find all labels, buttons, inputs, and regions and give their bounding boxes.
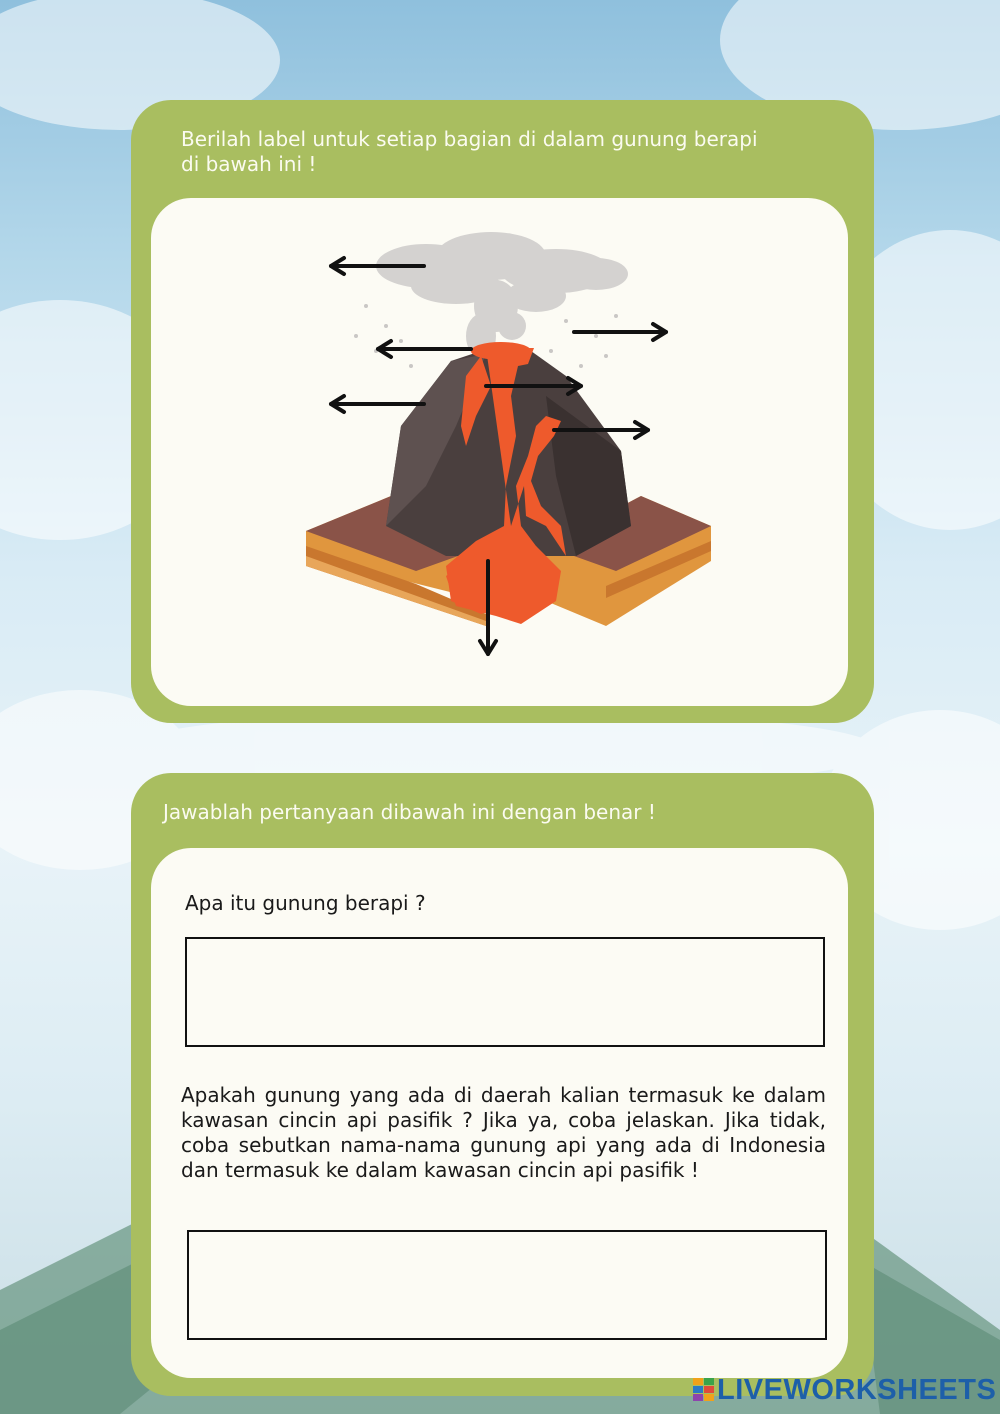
label-volcano-card [131, 100, 874, 723]
volcano-illustration [306, 226, 726, 666]
questions-card [131, 773, 874, 1396]
answer-1-input[interactable] [185, 937, 825, 1047]
question-2: Apakah gunung yang ada di daerah kalian termasuk ke dalam kawasan cincin api pasifik ? Jika ya, coba jelaskan. Jika tidak, coba sebutkan nama-nama gunung api yang ada di Indonesia dan termasuk ke dalam kawasan cincin api pasifik ! [181, 1083, 826, 1182]
brand-name: LIVEWORKSHEETS [717, 1373, 997, 1406]
section1-instruction: Berilah label untuk setiap bagian di dalam gunung berapi di bawah ini ! [181, 127, 758, 176]
questions-panel [151, 848, 848, 1378]
section2-instruction: Jawablah pertanyaan dibawah ini dengan benar ! [163, 800, 656, 824]
liveworksheets-brand [693, 1373, 996, 1407]
liveworksheets-logo-icon [693, 1378, 715, 1402]
question-1: Apa itu gunung berapi ? [185, 891, 426, 915]
answer-2-input[interactable] [187, 1230, 827, 1340]
volcano-panel [151, 198, 848, 706]
